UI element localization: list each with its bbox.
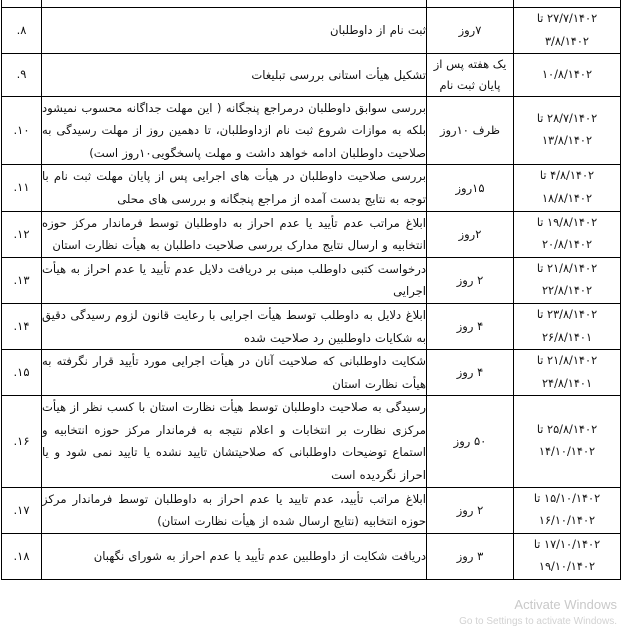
table-row [2, 487, 621, 533]
timetable [1, 0, 621, 580]
description-cell: رسیدگی به صلاحیت داوطلبان توسط هیأت نظارت استان با کسب نظر از هیأت مرکزی نظارت بر انتخابات و اعلام نتیجه به فرماندار مرکز حوزه انتخابیه و استماع توضیحات داوطلبانی که صلاحیتشان تایید نشده یا تایید نمی شود و یا احراز نگردیده است [42, 396, 427, 487]
description-cell: ابلاغ مراتب عدم تأیید یا عدم احراز به داوطلبان توسط فرماندار مرکز حوزه انتخابیه و ارسال نتایج مدارک بررسی صلاحیت داطلبان به هیأت نظارت استان [42, 211, 427, 257]
clipped-duration-cell [427, 0, 514, 8]
date-cell [514, 211, 621, 257]
row-number-cell: ۱۵. [2, 350, 42, 396]
row-number-cell: ۱۷. [2, 487, 42, 533]
date-to: ۲۲/۸/۱۴۰۲ [541, 284, 593, 298]
row-number-cell: ۱۳. [2, 257, 42, 303]
duration-cell: ۵۰ روز [427, 396, 514, 487]
duration-cell: ۳ روز [427, 533, 514, 579]
duration-cell: ۴ روز [427, 303, 514, 349]
date-to: ۱۴/۱۰/۱۴۰۲ [538, 445, 596, 459]
description-cell: ابلاغ دلایل به داوطلب توسط هیأت اجرایی با رعایت قانون لزوم رسیدگی دقیق به شکایات داوطلبین رد صلاحیت شده [42, 303, 427, 349]
description-cell: ابلاغ مراتب تأیید، عدم تایید یا عدم احراز به داوطلبان توسط فرماندار مرکز حوزه انتخابیه (نتایج ارسال شده از هیأت نظارت استان) [42, 487, 427, 533]
description-cell: ثبت نام از داوطلبان [42, 8, 427, 54]
duration-cell: ۲ روز [427, 487, 514, 533]
date-cell [514, 257, 621, 303]
date-from: ۲۱/۸/۱۴۰۲ تا [536, 261, 598, 275]
description-cell: دریافت شکایت از داوطلبین عدم تأیید یا عدم احراز به شورای نگهبان [42, 533, 427, 579]
date-from: ۲۱/۸/۱۴۰۲ تا [536, 354, 598, 368]
date-from: ۲۵/۸/۱۴۰۲ تا [536, 422, 598, 436]
date-to: ۳/۸/۱۴۰۲ [544, 34, 590, 48]
date-from: ۱۹/۸/۱۴۰۲ تا [536, 215, 598, 229]
date-to: ۲۴/۸/۱۴۰۱ [541, 376, 593, 390]
date-from: ۱۰/۸/۱۴۰۲ [541, 67, 593, 81]
date-from: ۲۳/۸/۱۴۰۲ تا [536, 307, 598, 321]
table-row [2, 303, 621, 349]
date-to: ۲۶/۸/۱۴۰۱ [541, 330, 593, 344]
date-cell [514, 396, 621, 487]
date-cell [514, 8, 621, 54]
clipped-number-cell [2, 0, 42, 8]
date-cell [514, 533, 621, 579]
duration-cell: ۷روز [427, 8, 514, 54]
table-row [2, 533, 621, 579]
table-row [2, 96, 621, 165]
row-number-cell: ۱۸. [2, 533, 42, 579]
row-number-cell: ۱۴. [2, 303, 42, 349]
date-cell [514, 54, 621, 96]
row-number-cell: ۱۶. [2, 396, 42, 487]
date-to: ۲۰/۸/۱۴۰۲ [541, 238, 593, 252]
date-to: ۱۶/۱۰/۱۴۰۲ [538, 514, 596, 528]
date-to: ۱۹/۱۰/۱۴۰۲ [538, 560, 596, 574]
duration-cell: یک هفته پس از پایان ثبت نام [427, 54, 514, 96]
table-row [2, 350, 621, 396]
table-row [2, 257, 621, 303]
duration-cell: ۲روز [427, 211, 514, 257]
date-cell [514, 303, 621, 349]
date-from: ۴/۸/۱۴۰۲ تا [539, 169, 595, 183]
windows-activation-watermark [459, 596, 617, 629]
date-cell [514, 487, 621, 533]
table-row [2, 396, 621, 487]
date-from: ۱۷/۱۰/۱۴۰۲ تا [533, 537, 601, 551]
row-number-cell: ۸. [2, 8, 42, 54]
watermark-line-2: Go to Settings to activate Windows. [459, 615, 617, 627]
date-to: ۱۳/۸/۱۴۰۲ [541, 134, 593, 148]
table-row [2, 165, 621, 211]
date-from: ۱۵/۱۰/۱۴۰۲ تا [533, 491, 601, 505]
table-row-clipped [2, 0, 621, 8]
description-cell: بررسی صلاحیت داوطلبان در هیأت های اجرایی پس از پایان مهلت ثبت نام با توجه به نتایج بدست آمده از مراجع پنجگانه و بررسی های محلی [42, 165, 427, 211]
row-number-cell: ۱۱. [2, 165, 42, 211]
date-to: ۱۸/۸/۱۴۰۲ [541, 191, 593, 205]
row-number-cell: ۹. [2, 54, 42, 96]
clipped-date-cell [514, 0, 621, 8]
table-row [2, 211, 621, 257]
date-cell [514, 165, 621, 211]
date-from: ۲۷/۷/۱۴۰۲ تا [536, 12, 598, 25]
duration-cell: ظرف ۱۰روز [427, 96, 514, 165]
description-cell: شکایت داوطلبانی که صلاحیت آنان در هیأت اجرایی مورد تأیید قرار نگرفته به هیأت نظارت استان [42, 350, 427, 396]
duration-cell: ۱۵روز [427, 165, 514, 211]
table-row [2, 54, 621, 96]
description-cell: تشکیل هیأت استانی بررسی تبلیغات [42, 54, 427, 96]
date-cell [514, 350, 621, 396]
date-cell [514, 96, 621, 165]
row-number-cell: ۱۲. [2, 211, 42, 257]
date-from: ۲۸/۷/۱۴۰۲ تا [536, 111, 598, 125]
timetable-body [2, 0, 621, 580]
description-cell: بررسی سوابق داوطلبان درمراجع پنجگانه ( این مهلت جداگانه محسوب نمیشود بلکه به موازات شروع ثبت نام ازداوطلبان، تا دهمین روز از مهلت رسیدگی به صلاحیت داوطلبان ادامه خواهد داشت و مهلت پاسخگویی۱۰روز است) [42, 96, 427, 165]
duration-cell: ۴ روز [427, 350, 514, 396]
table-row [2, 8, 621, 54]
watermark-line-1: Activate Windows [514, 596, 617, 612]
row-number-cell: ۱۰. [2, 96, 42, 165]
description-cell: درخواست کتبی داوطلب مبنی بر دریافت دلایل عدم تأیید یا عدم احراز به هیأت اجرایی [42, 257, 427, 303]
clipped-description-cell [42, 0, 427, 8]
duration-cell: ۲ روز [427, 257, 514, 303]
